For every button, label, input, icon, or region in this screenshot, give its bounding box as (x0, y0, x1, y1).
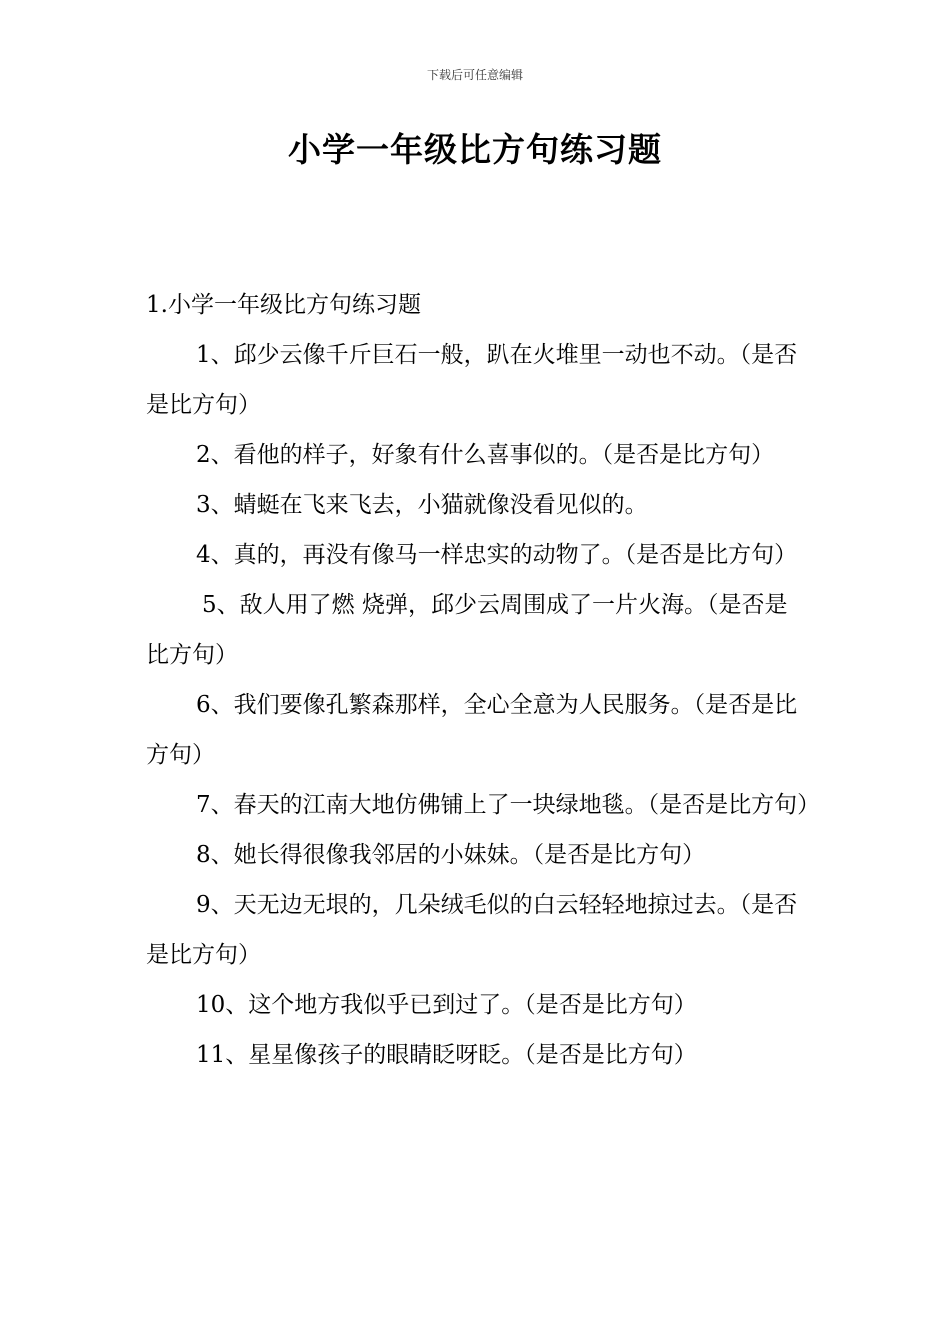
question-9: 9、天无边无垠的，几朵绒毛似的白云轻轻地掠过去。（是否是比方句） (146, 892, 798, 968)
section-heading: 1.小学一年级比方句练习题 (146, 292, 421, 318)
question-11: 11、星星像孩子的眼睛眨呀眨。（是否是比方句） (196, 1042, 697, 1068)
question-10: 10、这个地方我似乎已到过了。（是否是比方句） (196, 992, 697, 1018)
question-3: 3、蜻蜓在飞来飞去，小猫就像没看见似的。 (196, 492, 648, 518)
question-8: 8、她长得很像我邻居的小妹妹。（是否是比方句） (196, 842, 706, 868)
question-7: 7、春天的江南大地仿佛铺上了一块绿地毯。（是否是比方句） (196, 792, 821, 818)
question-1: 1、邱少云像千斤巨石一般，趴在火堆里一动也不动。（是否是比方句） (146, 342, 798, 418)
page-header-note: 下载后可任意编辑 (426, 68, 523, 82)
question-5: 5、敌人用了燃 烧弹，邱少云周围成了一片火海。（是否是比方句） (146, 592, 788, 668)
document-body (146, 280, 821, 1080)
question-4: 4、真的，再没有像马一样忠实的动物了。（是否是比方句） (196, 542, 798, 568)
question-2: 2、看他的样子，好象有什么喜事似的。（是否是比方句） (196, 442, 775, 468)
document-title: 小学一年级比方句练习题 (288, 130, 662, 169)
question-6: 6、我们要像孔繁森那样，全心全意为人民服务。（是否是比方句） (146, 692, 798, 768)
